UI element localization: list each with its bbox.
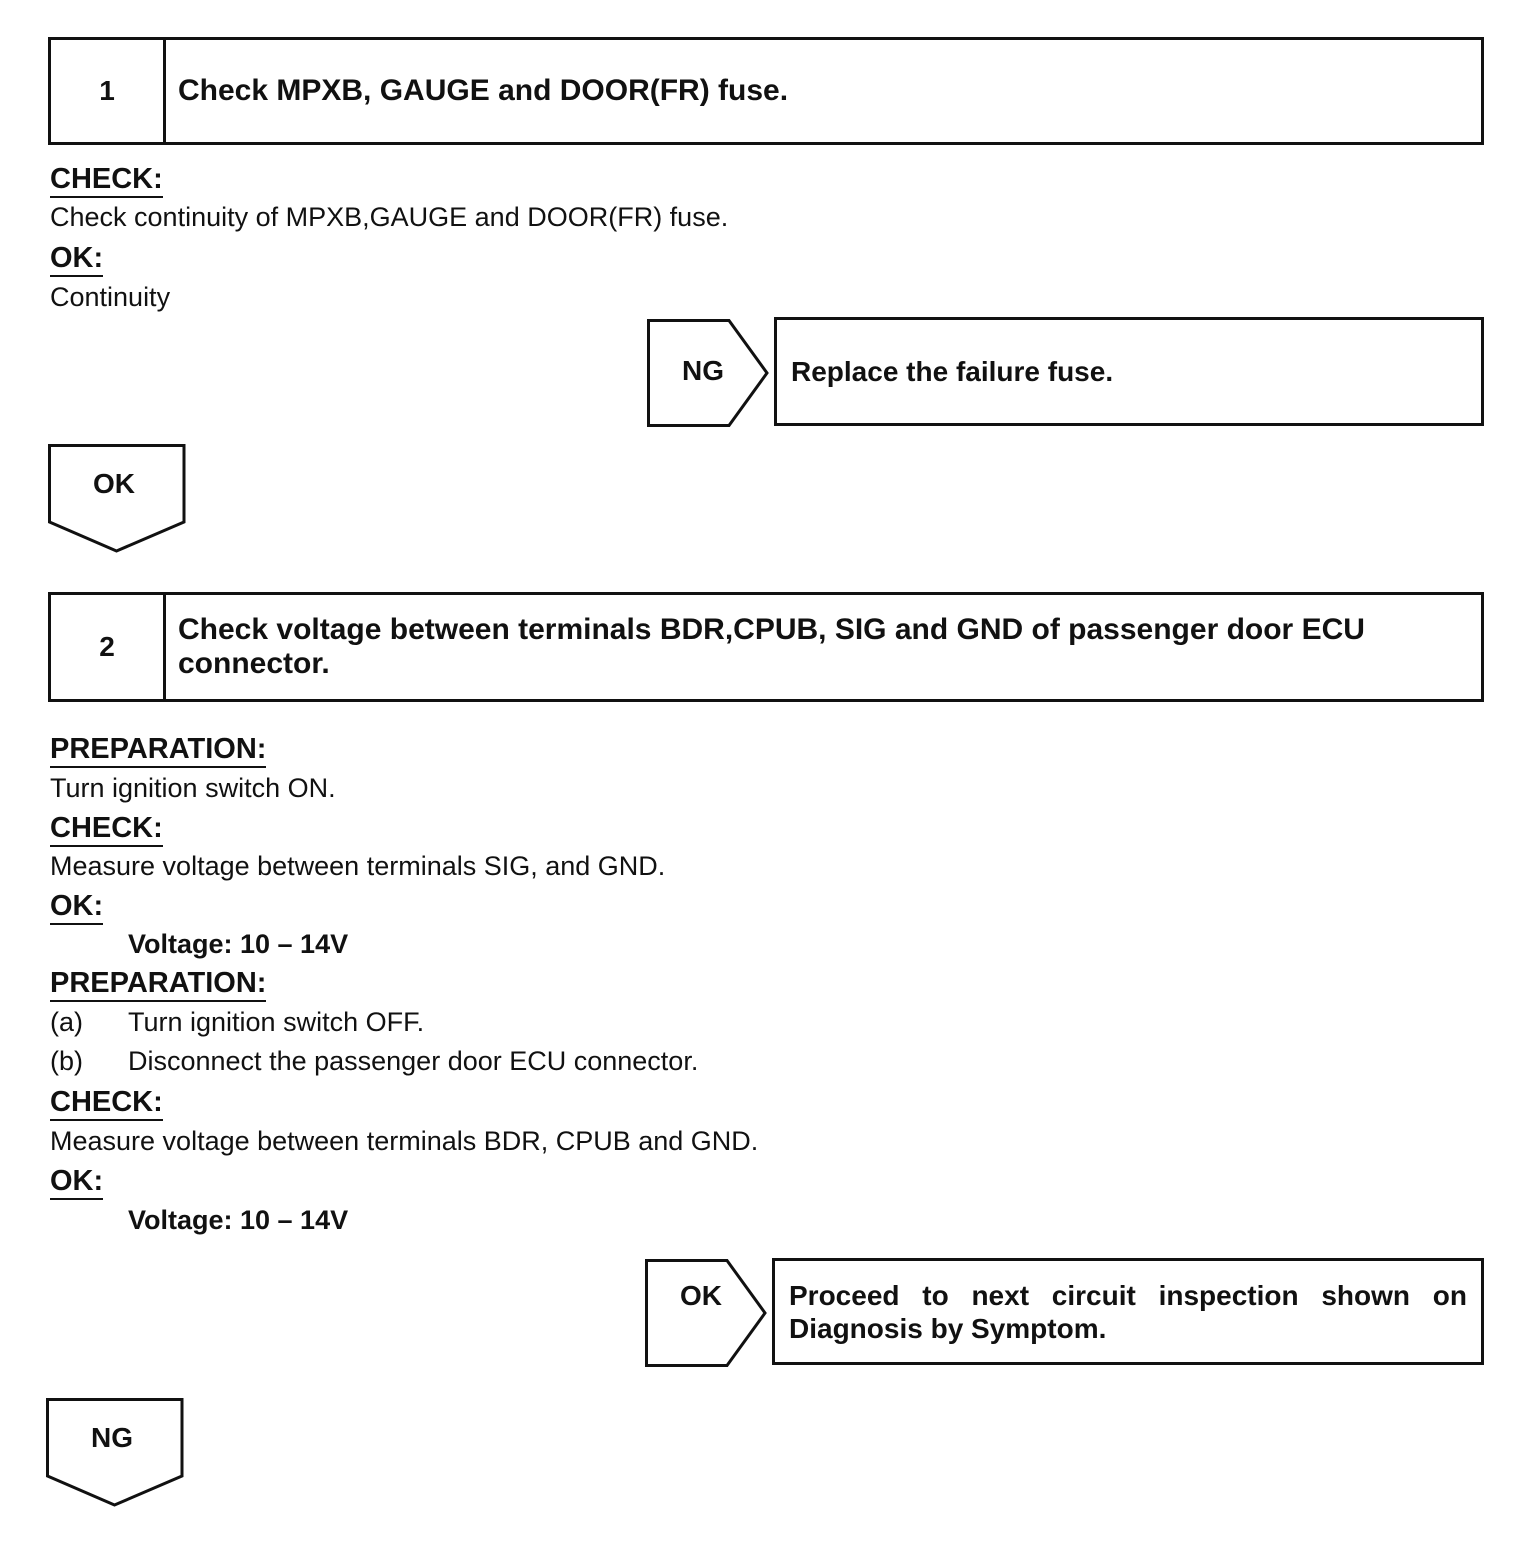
step-2-prep-item-b-marker: (b)	[50, 1046, 83, 1076]
step-2-prep-item-a-text: Turn ignition switch OFF.	[128, 1007, 425, 1037]
step-2-check-text-1: Measure voltage between terminals SIG, and GND.	[50, 851, 666, 881]
step-2-check-heading-1: CHECK:	[50, 811, 163, 847]
step-2-ok-action: Proceed to next circuit inspection shown on Diagnosis by Symptom.	[772, 1258, 1484, 1365]
step-2-title: Check voltage between terminals BDR,CPUB, SIG and GND of passenger door ECU connector.	[178, 613, 1365, 680]
step-1-title: Check MPXB, GAUGE and DOOR(FR) fuse.	[178, 74, 789, 107]
step-2-ok-value-1: Voltage: 10 – 14V	[128, 929, 349, 959]
step-2-check-text-2: Measure voltage between terminals BDR, CPUB and GND.	[50, 1126, 759, 1156]
step-2-prep-text-1: Turn ignition switch ON.	[50, 773, 336, 803]
step-2-prep-heading-1: PREPARATION:	[50, 732, 266, 768]
step-2-ok-heading-1: OK:	[50, 889, 103, 925]
step-1-ng-action: Replace the failure fuse.	[774, 317, 1484, 426]
step-1-number: 1	[51, 40, 166, 142]
step-1-ok-text: Continuity	[50, 282, 171, 312]
step-1-ok-label: OK	[93, 468, 135, 499]
step-2-header	[48, 592, 1484, 702]
step-1-header	[48, 37, 1484, 145]
step-2-ok-arrow-shape	[645, 1259, 770, 1367]
step-2-ok-heading-2: OK:	[50, 1164, 103, 1200]
step-2-number: 2	[51, 595, 166, 699]
step-1-check-heading: CHECK:	[50, 162, 163, 198]
step-2-check-heading-2: CHECK:	[50, 1085, 163, 1121]
step-2-ng-label: NG	[91, 1422, 133, 1453]
step-2-ok-value-2: Voltage: 10 – 14V	[128, 1205, 349, 1235]
step-1-ng-label: NG	[682, 355, 724, 386]
step-2-prep-heading-2: PREPARATION:	[50, 966, 266, 1002]
step-1-check-text: Check continuity of MPXB,GAUGE and DOOR(FR) fuse.	[50, 202, 729, 232]
step-2-ok-label: OK	[680, 1280, 722, 1311]
step-1-ok-heading: OK:	[50, 241, 103, 277]
step-2-prep-item-a-marker: (a)	[50, 1007, 83, 1037]
step-2-prep-item-b-text: Disconnect the passenger door ECU connector.	[128, 1046, 699, 1076]
